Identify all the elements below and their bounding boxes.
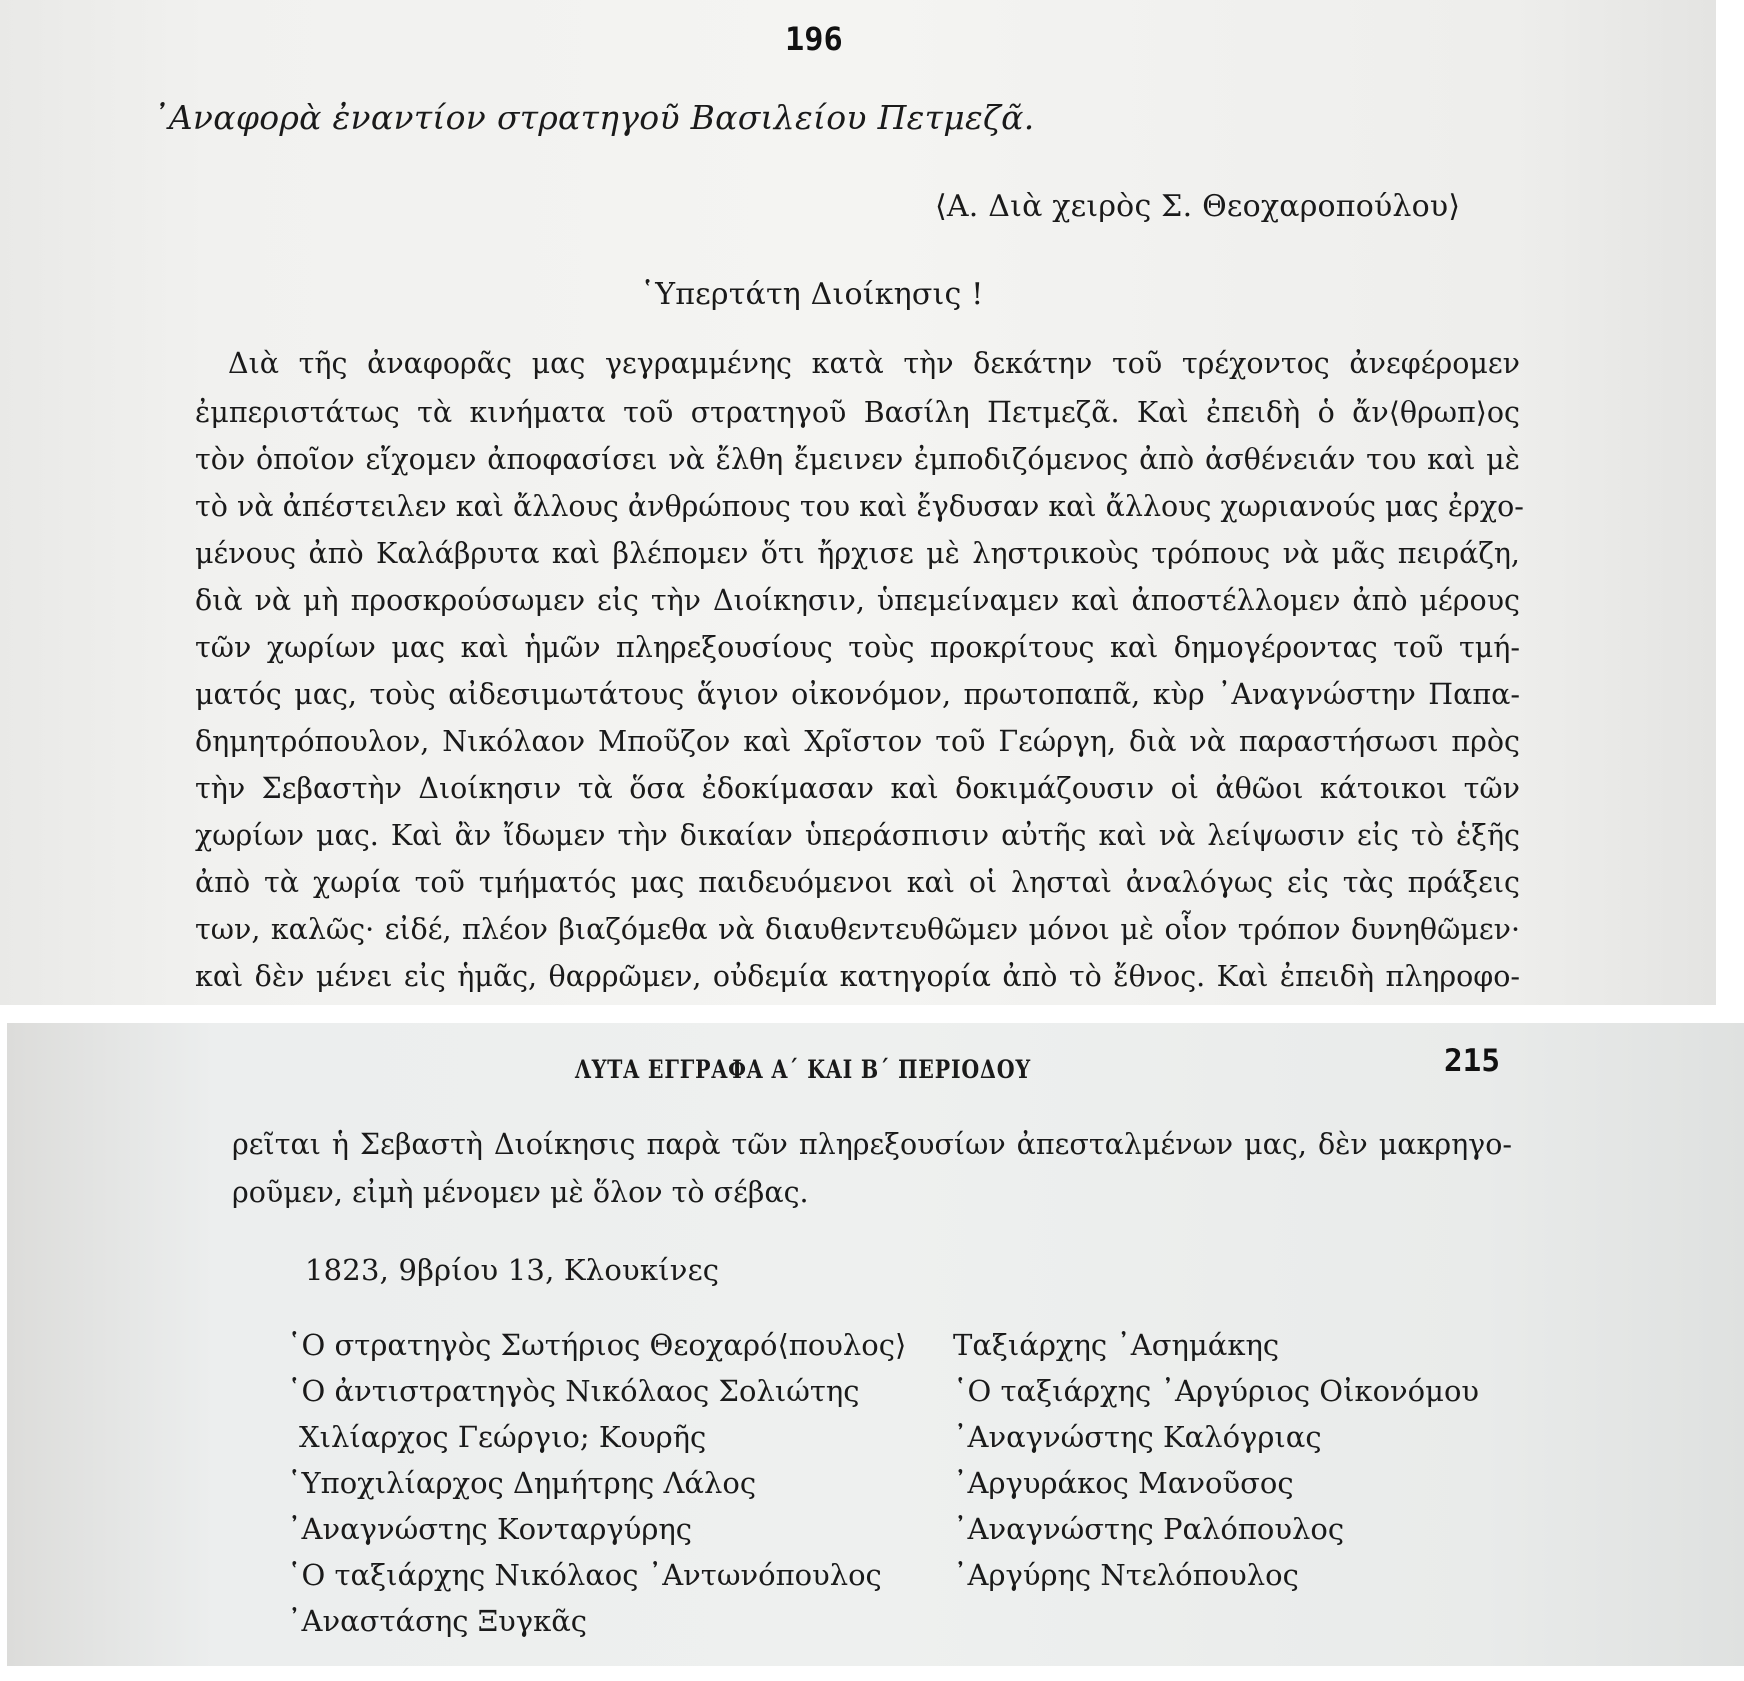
running-head: ΛΥΤΑ ΕΓΓΡΑΦΑ Α΄ ΚΑΙ Β΄ ΠΕΡΙΟΔΟΥ	[575, 1055, 1031, 1084]
body-line: τὸν ὁποῖον εἴχομεν ἀποφασίσει νὰ ἔλθη ἔμεινεν ἐμποδιζόμενος ἀπὸ ἀσθένειάν του καὶ μὲ	[195, 443, 1520, 476]
signatory: ᾽Αργυράκος Μανοῦσος	[953, 1466, 1294, 1500]
body-line: καὶ δὲν μένει εἰς ἡμᾶς, θαρρῶμεν, οὐδεμία κατηγορία ἀπὸ τὸ ἔθνος. Καὶ ἐπειδὴ πληροφο-	[195, 960, 1520, 993]
body-line: ματός μας, τοὺς αἰδεσιμωτάτους ἅγιον οἰκονόμον, πρωτοπαπᾶ, κὺρ ᾽Αναγνώστην Παπα-	[195, 678, 1520, 711]
signatory: ῾Ο στρατηγὸς Σωτήριος Θεοχαρό⟨πουλος⟩	[287, 1328, 907, 1362]
signatory: ᾽Αναγνώστης Ραλόπουλος	[953, 1512, 1345, 1546]
body-line: ροῦμεν, εἰμὴ μένομεν μὲ ὅλον τὸ σέβας.	[232, 1176, 809, 1209]
signatory: ᾽Αναστάσης Ξυγκᾶς	[287, 1604, 588, 1638]
signatory: ᾽Αργύρης Ντελόπουλος	[953, 1558, 1299, 1592]
salutation: ῾Υπερτάτη Διοίκησις !	[640, 277, 984, 312]
dateline: 1823, 9βρίου 13, Κλουκίνες	[305, 1253, 720, 1287]
body-line: τὴν Σεβαστὴν Διοίκησιν τὰ ὅσα ἐδοκίμασαν καὶ δοκιμάζουσιν οἱ ἀθῶοι κάτοικοι τῶν	[195, 772, 1520, 805]
signatory: ῾Ο ταξιάρχης Νικόλαος ᾽Αντωνόπουλος	[287, 1558, 882, 1592]
body-line: τὸ νὰ ἀπέστειλεν καὶ ἄλλους ἀνθρώπους του καὶ ἔγδυσαν καὶ ἄλλους χωριανούς μας ἐρχο-	[195, 490, 1524, 523]
signatory: Χιλίαρχος Γεώργιο; Κουρῆς	[299, 1420, 707, 1454]
signatory: ῾Υποχιλίαρχος Δημήτρης Λάλος	[287, 1466, 757, 1500]
signatory: ῾Ο ἀντιστρατηγὸς Νικόλαος Σολιώτης	[287, 1374, 860, 1408]
page-number: 215	[1444, 1043, 1500, 1079]
page-number: 196	[785, 20, 843, 58]
signatory: ᾽Αναγνώστης Κονταργύρης	[287, 1512, 692, 1546]
body-line: μένους ἀπὸ Καλάβρυτα καὶ βλέπομεν ὅτι ἤρχισε μὲ ληστρικοὺς τρόπους νὰ μᾶς πειράζη,	[195, 537, 1520, 570]
body-line: ἐμπεριστάτως τὰ κινήματα τοῦ στρατηγοῦ Βασίλη Πετμεζᾶ. Καὶ ἐπειδὴ ὁ ἄν⟨θρωπ⟩ος	[195, 396, 1520, 429]
signatory: Ταξιάρχης ᾽Ασημάκης	[953, 1328, 1280, 1362]
body-line: δημητρόπουλον, Νικόλαον Μποῦζον καὶ Χρῖστον τοῦ Γεώργη, διὰ νὰ παραστήσωσι πρὸς	[195, 725, 1520, 758]
document-title: ᾽Αναφορὰ ἐναντίον στρατηγοῦ Βασιλείου Πετμεζᾶ.	[152, 98, 1035, 137]
body-line: ἀπὸ τὰ χωρία τοῦ τμήματός μας παιδευόμενοι καὶ οἱ λησταὶ ἀναλόγως εἰς τὰς πράξεις	[195, 866, 1520, 899]
body-line: τῶν χωρίων μας καὶ ἡμῶν πληρεξουσίους τοὺς προκρίτους καὶ δημογέροντας τοῦ τμή-	[195, 631, 1520, 664]
attribution: ⟨Α. Διὰ χειρὸς Σ. Θεοχαροπούλου⟩	[935, 189, 1461, 224]
page-215-scan	[7, 1023, 1744, 1666]
signatory: ᾽Αναγνώστης Καλόγριας	[953, 1420, 1322, 1454]
body-line: διὰ νὰ μὴ προσκρούσωμεν εἰς τὴν Διοίκησιν, ὑπεμείναμεν καὶ ἀποστέλλομεν ἀπὸ μέρους	[195, 584, 1520, 617]
body-line: των, καλῶς· εἰδέ, πλέον βιαζόμεθα νὰ διαυθεντευθῶμεν μόνοι μὲ οἷον τρόπον δυνηθῶμεν·	[195, 913, 1520, 946]
signatory: ῾Ο ταξιάρχης ᾽Αργύριος Οἰκονόμου	[953, 1374, 1480, 1408]
body-line: ρεῖται ἡ Σεβαστὴ Διοίκησις παρὰ τῶν πληρεξουσίων ἀπεσταλμένων μας, δὲν μακρηγο-	[232, 1128, 1512, 1161]
body-line: Διὰ τῆς ἀναφορᾶς μας γεγραμμένης κατὰ τὴν δεκάτην τοῦ τρέχοντος ἀνεφέρομεν	[228, 347, 1520, 380]
body-line: χωρίων μας. Καὶ ἂν ἴδωμεν τὴν δικαίαν ὑπεράσπισιν αὐτῆς καὶ νὰ λείψωσιν εἰς τὸ ἑξῆς	[195, 819, 1520, 852]
